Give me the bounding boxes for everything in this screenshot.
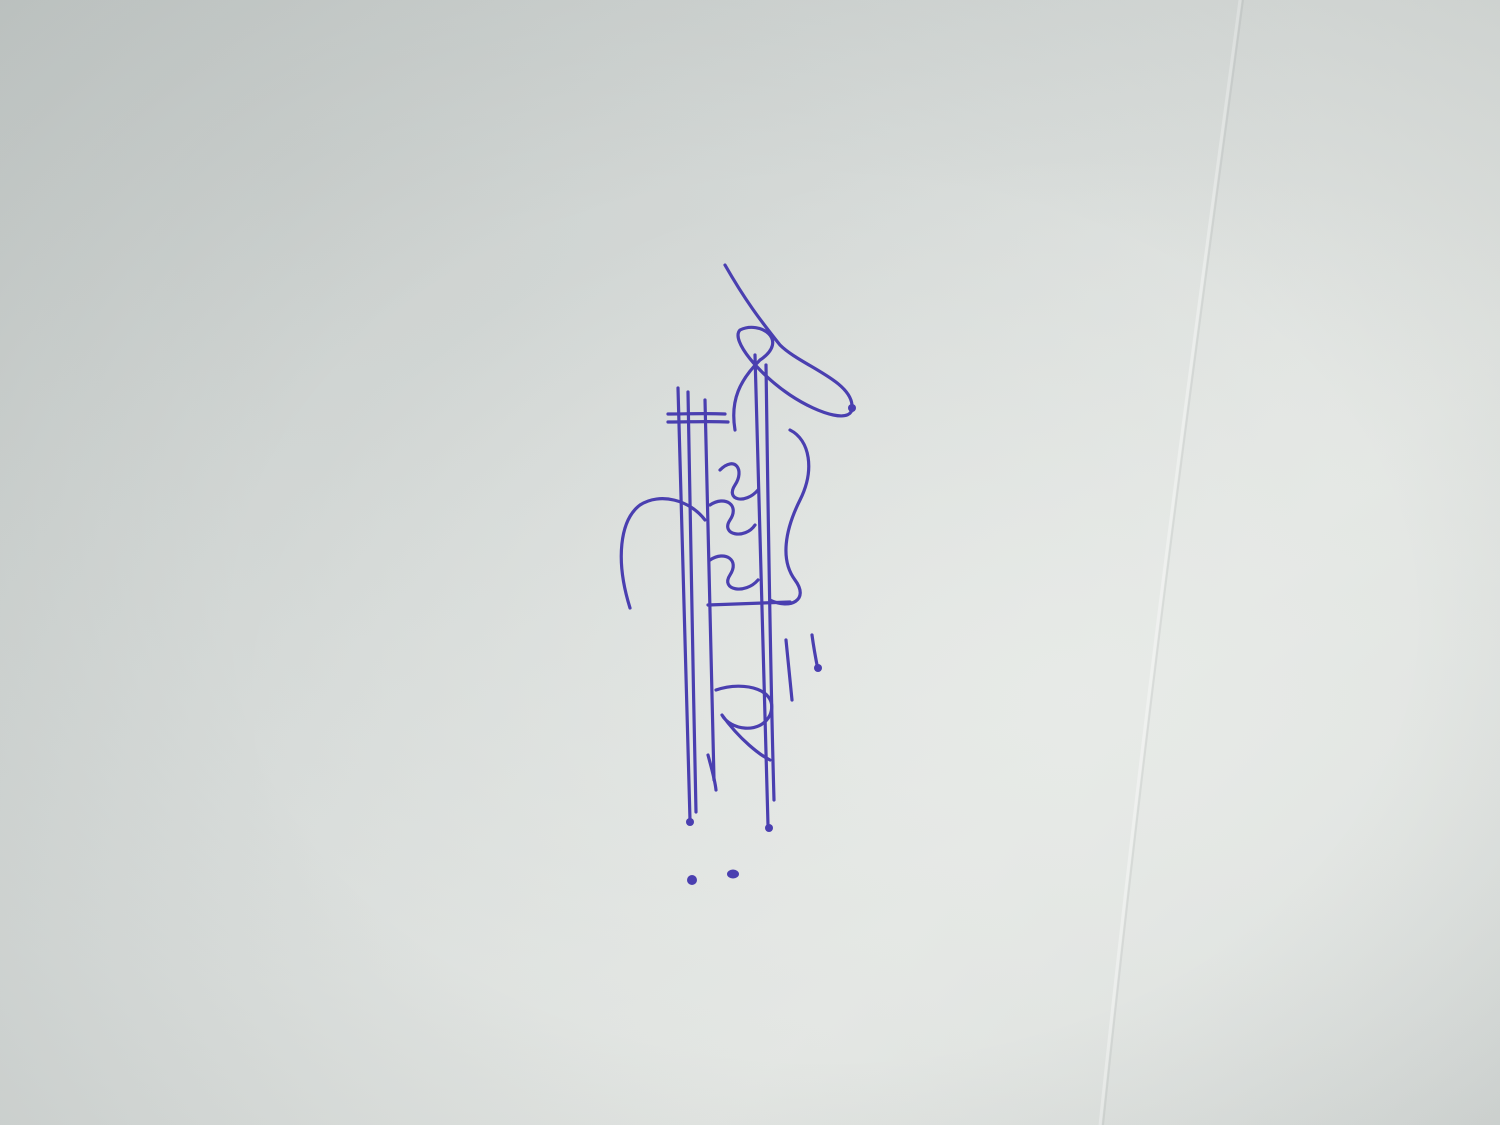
signature-letters-2	[710, 501, 755, 534]
signature-h-1	[786, 640, 792, 700]
signature-dot-6	[765, 824, 773, 832]
signature-dot-2	[727, 870, 739, 879]
signature-letters-3	[770, 430, 809, 604]
signature-dot-1	[687, 875, 697, 885]
signature-stroke-4	[766, 365, 774, 800]
signature-dot-4	[814, 664, 822, 672]
signature-stroke-5	[705, 400, 714, 780]
signature-dot-5	[686, 818, 694, 826]
signature-dot-3	[848, 404, 856, 412]
signature-letters-4	[710, 556, 758, 589]
signature-top-loop	[725, 265, 852, 430]
signature-letters-1	[720, 464, 758, 499]
